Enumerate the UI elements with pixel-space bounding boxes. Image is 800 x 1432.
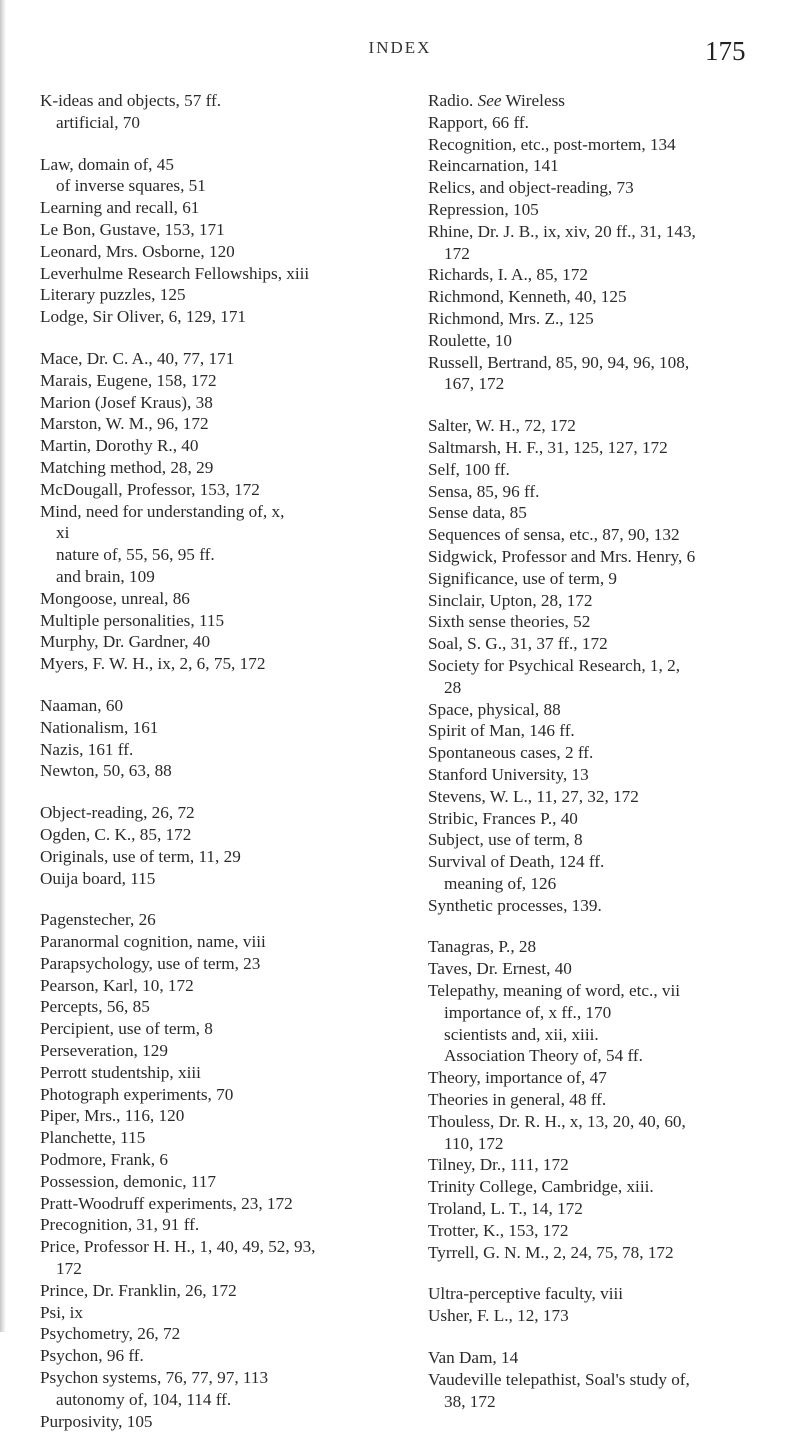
index-entry: Murphy, Dr. Gardner, 40	[40, 632, 211, 652]
index-subentry: autonomy of, 104, 114 ff.	[56, 1389, 232, 1409]
index-subentry: artificial, 70	[56, 112, 140, 132]
index-entry: Psi, ix	[40, 1302, 83, 1322]
index-entry: Significance, use of term, 9	[428, 568, 618, 588]
index-entry: Usher, F. L., 12, 173	[428, 1306, 569, 1326]
index-subentry: importance of, x ff., 170	[444, 1002, 612, 1022]
index-entry: Relics, and object-reading, 73	[428, 178, 634, 198]
index-column-right	[428, 90, 788, 1412]
index-entry: Richards, I. A., 85, 172	[428, 265, 588, 285]
index-entry: Prince, Dr. Franklin, 26, 172	[40, 1280, 237, 1300]
index-entry: Multiple personalities, 115	[40, 610, 225, 630]
index-entry: Theories in general, 48 ff.	[428, 1090, 607, 1110]
index-entry: Percepts, 56, 85	[40, 997, 150, 1017]
index-section-gap	[40, 675, 400, 695]
index-subentry: and brain, 109	[56, 566, 155, 586]
index-section-gap	[428, 395, 788, 415]
index-entry: Myers, F. W. H., ix, 2, 6, 75, 172	[40, 654, 266, 674]
index-entry: Leonard, Mrs. Osborne, 120	[40, 241, 235, 261]
index-entry: Space, physical, 88	[428, 699, 561, 719]
index-entry: Perrott studentship, xiii	[40, 1062, 201, 1082]
index-entry: Soal, S. G., 31, 37 ff., 172	[428, 634, 608, 654]
index-section-gap	[40, 328, 400, 348]
index-entry: Rapport, 66 ff.	[428, 112, 529, 132]
index-entry: Salter, W. H., 72, 172	[428, 416, 576, 436]
index-subentry: of inverse squares, 51	[56, 176, 206, 196]
index-entry: Sidgwick, Professor and Mrs. Henry, 6	[428, 546, 696, 566]
index-entry: Richmond, Mrs. Z., 125	[428, 308, 594, 328]
index-entry: Pagenstecher, 26	[40, 910, 156, 930]
index-entry: Stribic, Frances P., 40	[428, 808, 578, 828]
index-entry: Taves, Dr. Ernest, 40	[428, 959, 572, 979]
index-entry: Repression, 105	[428, 199, 539, 219]
index-entry: Perseveration, 129	[40, 1041, 168, 1061]
index-entry: Leverhulme Research Fellowships, xiii	[40, 263, 310, 283]
index-subentry: 172	[56, 1259, 82, 1279]
page-number: 175	[705, 36, 746, 66]
index-entry: Pearson, Karl, 10, 172	[40, 975, 194, 995]
index-entry: Subject, use of term, 8	[428, 830, 583, 850]
index-entry: Ultra-perceptive faculty, viii	[428, 1284, 624, 1304]
index-entry: Radio. See Wireless	[428, 91, 565, 110]
index-entry: Originals, use of term, 11, 29	[40, 846, 241, 866]
index-section-gap	[428, 1327, 788, 1347]
index-entry: Mace, Dr. C. A., 40, 77, 171	[40, 348, 235, 368]
index-entry: Newton, 50, 63, 88	[40, 761, 172, 781]
index-entry: Psychon, 96 ff.	[40, 1346, 144, 1366]
index-entry: Troland, L. T., 14, 172	[428, 1199, 583, 1219]
index-entry: Planchette, 115	[40, 1128, 146, 1148]
index-entry: Matching method, 28, 29	[40, 457, 214, 477]
index-entry: Spirit of Man, 146 ff.	[428, 721, 575, 741]
index-entry: Van Dam, 14	[428, 1348, 519, 1368]
index-entry: Sinclair, Upton, 28, 172	[428, 590, 593, 610]
index-entry: Vaudeville telepathist, Soal's study of,	[428, 1369, 690, 1389]
index-entry: Stanford University, 13	[428, 764, 589, 784]
index-entry: Lodge, Sir Oliver, 6, 129, 171	[40, 307, 247, 327]
index-subentry: 167, 172	[444, 374, 505, 394]
index-entry: Survival of Death, 124 ff.	[428, 852, 605, 872]
index-entry: Photograph experiments, 70	[40, 1084, 234, 1104]
index-entry: Marston, W. M., 96, 172	[40, 414, 209, 434]
index-subentry: Association Theory of, 54 ff.	[444, 1046, 643, 1066]
page-spine-shadow	[0, 0, 6, 1332]
index-entry: Psychometry, 26, 72	[40, 1324, 181, 1344]
index-entry: Ouija board, 115	[40, 868, 156, 888]
index-entry: Roulette, 10	[428, 330, 513, 350]
index-subentry: 38, 172	[444, 1391, 496, 1411]
index-entry: Tilney, Dr., 111, 172	[428, 1155, 569, 1175]
index-entry: Mongoose, unreal, 86	[40, 588, 190, 608]
index-entry: Purposivity, 105	[40, 1411, 153, 1431]
index-entry: Podmore, Frank, 6	[40, 1150, 168, 1170]
index-entry: Naaman, 60	[40, 695, 124, 715]
index-entry: Russell, Bertrand, 85, 90, 94, 96, 108,	[428, 352, 690, 372]
index-entry: Stevens, W. L., 11, 27, 32, 172	[428, 786, 639, 806]
index-entry: Nationalism, 161	[40, 717, 159, 737]
index-entry: Richmond, Kenneth, 40, 125	[428, 287, 627, 307]
index-entry: K-ideas and objects, 57 ff.	[40, 91, 222, 110]
running-head: INDEX	[368, 38, 432, 57]
index-entry: Reincarnation, 141	[428, 156, 559, 176]
index-entry: Percipient, use of term, 8	[40, 1019, 213, 1039]
index-entry: Piper, Mrs., 116, 120	[40, 1106, 185, 1126]
index-entry: Nazis, 161 ff.	[40, 739, 134, 759]
index-entry: Marais, Eugene, 158, 172	[40, 370, 217, 390]
index-entry: Sensa, 85, 96 ff.	[428, 481, 540, 501]
index-entry: Price, Professor H. H., 1, 40, 49, 52, 93,	[40, 1237, 316, 1257]
index-entry: Self, 100 ff.	[428, 459, 510, 479]
index-entry: Object-reading, 26, 72	[40, 803, 195, 823]
index-subentry: 172	[444, 243, 470, 263]
index-entry: Literary puzzles, 125	[40, 285, 186, 305]
index-entry: Society for Psychical Research, 1, 2,	[428, 655, 681, 675]
index-entry: Paranormal cognition, name, viii	[40, 932, 266, 952]
index-entry: Learning and recall, 61	[40, 198, 200, 218]
index-section-gap	[40, 889, 400, 909]
index-entry: Mind, need for understanding of, x,	[40, 501, 285, 521]
index-entry: Psychon systems, 76, 77, 97, 113	[40, 1368, 269, 1388]
index-entry: Martin, Dorothy R., 40	[40, 436, 199, 456]
index-entry: Pratt-Woodruff experiments, 23, 172	[40, 1193, 293, 1213]
index-subentry: xi	[56, 523, 70, 543]
index-entry: Telepathy, meaning of word, etc., vii	[428, 981, 681, 1001]
index-subentry: nature of, 55, 56, 95 ff.	[56, 545, 215, 565]
index-entry: Saltmarsh, H. F., 31, 125, 127, 172	[428, 437, 668, 457]
index-entry: Sense data, 85	[428, 503, 527, 523]
see-reference: See	[477, 91, 502, 110]
index-entry: Trinity College, Cambridge, xiii.	[428, 1177, 654, 1197]
index-subentry: 28	[444, 677, 462, 697]
index-entry: Sixth sense theories, 52	[428, 612, 591, 632]
index-entry: Spontaneous cases, 2 ff.	[428, 743, 594, 763]
index-entry: Tanagras, P., 28	[428, 937, 537, 957]
index-section-gap	[40, 134, 400, 154]
index-entry: Le Bon, Gustave, 153, 171	[40, 219, 225, 239]
index-entry: Theory, importance of, 47	[428, 1068, 607, 1088]
index-entry: Tyrrell, G. N. M., 2, 24, 75, 78, 172	[428, 1242, 674, 1262]
index-entry: Rhine, Dr. J. B., ix, xiv, 20 ff., 31, 143,	[428, 221, 696, 241]
index-subentry: 110, 172	[444, 1133, 504, 1153]
index-subentry: meaning of, 126	[444, 873, 557, 893]
index-entry: Possession, demonic, 117	[40, 1171, 217, 1191]
index-entry: Sequences of sensa, etc., 87, 90, 132	[428, 525, 680, 545]
index-entry: McDougall, Professor, 153, 172	[40, 479, 260, 499]
index-section-gap	[40, 782, 400, 802]
index-entry: Thouless, Dr. R. H., x, 13, 20, 40, 60,	[428, 1111, 686, 1131]
index-entry: Precognition, 31, 91 ff.	[40, 1215, 200, 1235]
index-entry: Parapsychology, use of term, 23	[40, 953, 261, 973]
index-section-gap	[428, 916, 788, 936]
index-column-left	[40, 90, 400, 1432]
index-entry: Recognition, etc., post-mortem, 134	[428, 134, 676, 154]
index-section-gap	[428, 1263, 788, 1283]
index-entry: Law, domain of, 45	[40, 154, 174, 174]
index-entry: Trotter, K., 153, 172	[428, 1220, 569, 1240]
index-entry: Synthetic processes, 139.	[428, 895, 602, 915]
index-subentry: scientists and, xii, xiii.	[444, 1024, 599, 1044]
index-entry: Marion (Josef Kraus), 38	[40, 392, 213, 412]
index-entry: Ogden, C. K., 85, 172	[40, 824, 192, 844]
